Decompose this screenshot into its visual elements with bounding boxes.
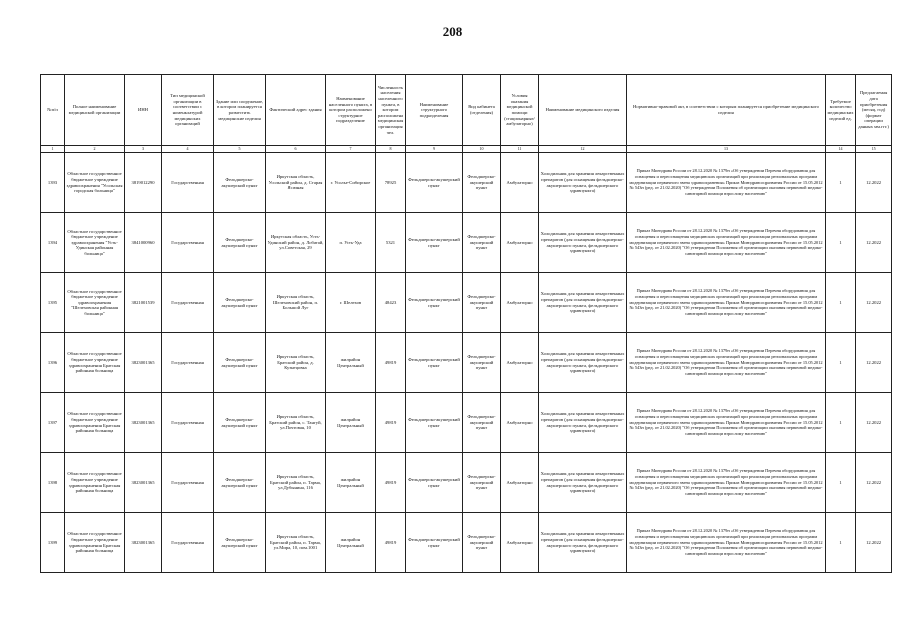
care-conditions: Амбулаторно (501, 273, 539, 333)
table-row (41, 153, 892, 213)
inn: 3819012290 (125, 153, 162, 213)
page-number: 208 (442, 24, 463, 39)
settlement: жилрайон Центральный (326, 513, 376, 573)
settlement: п. Усть-Уда (326, 213, 376, 273)
inn: 3823001365 (125, 453, 162, 513)
equipment-table (40, 74, 892, 573)
care-conditions: Амбулаторно (501, 153, 539, 213)
structural-unit: Фельдшерско-акушерский пункт (406, 333, 463, 393)
device-name: Холодильник для хранения лекарственных препаратов (для оснащения фельдшерско-акушерского пункта, фельдшерского здравпункта) (539, 453, 627, 513)
room-type: Фельдшерско-акушерский пункт (463, 333, 501, 393)
header-cell: Предлагаемая дата приобретения (месяц, год) (формат операции данных мм.ггг.) (856, 75, 892, 146)
column-number-row (41, 146, 892, 153)
header-cell: Наименование населенного пункта, в котором расположено структурное подразделение (326, 75, 376, 146)
purchase-date: 12.2022 (856, 213, 892, 273)
address: Иркутская область, Шелеховский район, п. Большой Луг (266, 273, 326, 333)
legal-act: Приказ Минздрава России от 28.12.2020 № 1379н «Об утверждении Перечня оборудования для оснащения и переоснащения медицинских организаций при реализации региональных программ модернизации первичного звена здравоохранения» Приказ Минздравсоцразвития России от 15.05.2012 № 543н (ред. от 21.02.2020) "Об утверждении Положения об организации оказания первичной медико-санитарной помощи взрослому населению" (627, 453, 826, 513)
building: Фельдшерско-акушерский пункт (214, 153, 266, 213)
quantity: 1 (826, 453, 856, 513)
population: 49819 (376, 333, 406, 393)
purchase-date: 12.2022 (856, 333, 892, 393)
address: Иркутская область, Усольский район, д. Старая Ясачная (266, 153, 326, 213)
header-cell: Вид кабинета (отделения) (463, 75, 501, 146)
settlement: жилрайон Центральный (326, 333, 376, 393)
quantity: 1 (826, 153, 856, 213)
column-number: 6 (266, 146, 326, 153)
address: Иркутская область, Братский район, с. Тангуй, ул.Почтовая, 10 (266, 393, 326, 453)
header-cell: Тип медицинской организации в соответствии с номенклатурой медицинских организаций (162, 75, 214, 146)
purchase-date: 12.2022 (856, 513, 892, 573)
purchase-date: 12.2022 (856, 273, 892, 333)
structural-unit: Фельдшерско-акушерский пункт (406, 213, 463, 273)
column-number: 12 (539, 146, 627, 153)
column-number: 14 (826, 146, 856, 153)
column-number: 3 (125, 146, 162, 153)
population: 49819 (376, 393, 406, 453)
column-number: 10 (463, 146, 501, 153)
structural-unit: Фельдшерско-акушерский пункт (406, 453, 463, 513)
structural-unit: Фельдшерско-акушерский пункт (406, 153, 463, 213)
inn: 3823001365 (125, 393, 162, 453)
organization-name: Областное государственное бюджетное учреждение здравоохранения "Шелеховская районная больница" (65, 273, 125, 333)
quantity: 1 (826, 393, 856, 453)
table-row (41, 273, 892, 333)
building: Фельдшерско-акушерский пункт (214, 213, 266, 273)
column-number: 15 (856, 146, 892, 153)
column-number: 7 (326, 146, 376, 153)
structural-unit: Фельдшерско-акушерский пункт (406, 273, 463, 333)
header-cell: Наименование структурного подразделения (406, 75, 463, 146)
column-number: 2 (65, 146, 125, 153)
population: 5321 (376, 213, 406, 273)
room-type: Фельдшерско-акушерский пункт (463, 213, 501, 273)
building: Фельдшерско-акушерский пункт (214, 453, 266, 513)
legal-act: Приказ Минздрава России от 28.12.2020 № 1379н «Об утверждении Перечня оборудования для оснащения и переоснащения медицинских организаций при реализации региональных программ модернизации первичного звена здравоохранения» Приказ Минздравсоцразвития России от 15.05.2012 № 543н (ред. от 21.02.2020) "Об утверждении Положения об организации оказания первичной медико-санитарной помощи взрослому населению" (627, 393, 826, 453)
address: Иркутская область, Братский район, д. Кузнецовка (266, 333, 326, 393)
header-cell: Требуемое количество медицинских изделий ед. (826, 75, 856, 146)
quantity: 1 (826, 213, 856, 273)
header-cell: Нормативно-правовой акт, в соответствии с которым планируется приобретение медицинского изделия (627, 75, 826, 146)
table-row (41, 453, 892, 513)
legal-act: Приказ Минздрава России от 28.12.2020 № 1379н «Об утверждении Перечня оборудования для оснащения и переоснащения медицинских организаций при реализации региональных программ модернизации первичного звена здравоохранения» Приказ Минздравсоцразвития России от 15.05.2012 № 543н (ред. от 21.02.2020) "Об утверждении Положения об организации оказания первичной медико-санитарной помощи взрослому населению" (627, 153, 826, 213)
device-name: Холодильник для хранения лекарственных препаратов (для оснащения фельдшерско-акушерского пункта, фельдшерского здравпункта) (539, 153, 627, 213)
column-number: 9 (406, 146, 463, 153)
room-type: Фельдшерско-акушерский пункт (463, 393, 501, 453)
inn: 3841000960 (125, 213, 162, 273)
table-row (41, 333, 892, 393)
structural-unit: Фельдшерско-акушерский пункт (406, 513, 463, 573)
row-number: 1395 (41, 273, 65, 333)
purchase-date: 12.2022 (856, 153, 892, 213)
organization-name: Областное государственное бюджетное учреждение здравоохранения "Усть-Удинская районная больница" (65, 213, 125, 273)
legal-act: Приказ Минздрава России от 28.12.2020 № 1379н «Об утверждении Перечня оборудования для оснащения и переоснащения медицинских организаций при реализации региональных программ модернизации первичного звена здравоохранения» Приказ Минздравсоцразвития России от 15.05.2012 № 543н (ред. от 21.02.2020) "Об утверждении Положения об организации оказания первичной медико-санитарной помощи взрослому населению" (627, 213, 826, 273)
table-row (41, 513, 892, 573)
room-type: Фельдшерско-акушерский пункт (463, 453, 501, 513)
building: Фельдшерско-акушерский пункт (214, 393, 266, 453)
table-body (41, 153, 892, 573)
care-conditions: Амбулаторно (501, 393, 539, 453)
table-row (41, 393, 892, 453)
column-number: 5 (214, 146, 266, 153)
inn: 3821001539 (125, 273, 162, 333)
row-number: 1397 (41, 393, 65, 453)
organization-name: Областное государственное бюджетное учреждение здравоохранения "Усольская городская больница" (65, 153, 125, 213)
population: 78925 (376, 153, 406, 213)
purchase-date: 12.2022 (856, 393, 892, 453)
settlement: г. Шелехов (326, 273, 376, 333)
organization-type: Государственная (162, 333, 214, 393)
care-conditions: Амбулаторно (501, 333, 539, 393)
population: 48423 (376, 273, 406, 333)
organization-type: Государственная (162, 453, 214, 513)
population: 49819 (376, 513, 406, 573)
row-number: 1394 (41, 213, 65, 273)
device-name: Холодильник для хранения лекарственных препаратов (для оснащения фельдшерско-акушерского пункта, фельдшерского здравпункта) (539, 333, 627, 393)
organization-name: Областное государственное бюджетное учреждение здравоохранения Братская районная больница (65, 393, 125, 453)
address: Иркутская область, Братский район, п. Тарма, ул.Дубынина, 116 (266, 453, 326, 513)
building: Фельдшерско-акушерский пункт (214, 273, 266, 333)
device-name: Холодильник для хранения лекарственных препаратов (для оснащения фельдшерско-акушерского пункта, фельдшерского здравпункта) (539, 513, 627, 573)
quantity: 1 (826, 333, 856, 393)
building: Фельдшерско-акушерский пункт (214, 333, 266, 393)
header-cell: Полное наименование медицинской организации (65, 75, 125, 146)
care-conditions: Амбулаторно (501, 213, 539, 273)
header-row (41, 75, 892, 146)
header-cell: №п/п (41, 75, 65, 146)
column-number: 8 (376, 146, 406, 153)
organization-type: Государственная (162, 513, 214, 573)
row-number: 1393 (41, 153, 65, 213)
building: Фельдшерско-акушерский пункт (214, 513, 266, 573)
organization-type: Государственная (162, 213, 214, 273)
legal-act: Приказ Минздрава России от 28.12.2020 № 1379н «Об утверждении Перечня оборудования для оснащения и переоснащения медицинских организаций при реализации региональных программ модернизации первичного звена здравоохранения» Приказ Минздравсоцразвития России от 15.05.2012 № 543н (ред. от 21.02.2020) "Об утверждении Положения об организации оказания первичной медико-санитарной помощи взрослому населению" (627, 513, 826, 573)
device-name: Холодильник для хранения лекарственных препаратов (для оснащения фельдшерско-акушерского пункта, фельдшерского здравпункта) (539, 393, 627, 453)
room-type: Фельдшерско-акушерский пункт (463, 153, 501, 213)
row-number: 1398 (41, 453, 65, 513)
device-name: Холодильник для хранения лекарственных препаратов (для оснащения фельдшерско-акушерского пункта, фельдшерского здравпункта) (539, 213, 627, 273)
row-number: 1399 (41, 513, 65, 573)
organization-type: Государственная (162, 273, 214, 333)
column-number: 11 (501, 146, 539, 153)
quantity: 1 (826, 513, 856, 573)
header-cell: Численность населения населенного пункта, в котором расположена медицинская организация чел. (376, 75, 406, 146)
legal-act: Приказ Минздрава России от 28.12.2020 № 1379н «Об утверждении Перечня оборудования для оснащения и переоснащения медицинских организаций при реализации региональных программ модернизации первичного звена здравоохранения» Приказ Минздравсоцразвития России от 15.05.2012 № 543н (ред. от 21.02.2020) "Об утверждении Положения об организации оказания первичной медико-санитарной помощи взрослому населению" (627, 273, 826, 333)
table-row (41, 213, 892, 273)
column-number: 1 (41, 146, 65, 153)
header-cell: Фактический адрес здания (266, 75, 326, 146)
settlement: жилрайон Центральный (326, 453, 376, 513)
care-conditions: Амбулаторно (501, 453, 539, 513)
inn: 3823001365 (125, 333, 162, 393)
device-name: Холодильник для хранения лекарственных препаратов (для оснащения фельдшерско-акушерского пункта, фельдшерского здравпункта) (539, 273, 627, 333)
settlement: г. Усолье-Сибирское (326, 153, 376, 213)
room-type: Фельдшерско-акушерский пункт (463, 513, 501, 573)
settlement: жилрайон Центральный (326, 393, 376, 453)
organization-type: Государственная (162, 153, 214, 213)
header-cell: ИНН (125, 75, 162, 146)
header-cell: Условия оказания медицинской помощи (стационарные/ амбулаторно) (501, 75, 539, 146)
header-cell: Здание или сооружение, в котором планируется разместить медицинские изделия (214, 75, 266, 146)
column-number: 13 (627, 146, 826, 153)
organization-name: Областное государственное бюджетное учреждение здравоохранения Братская районная больница (65, 513, 125, 573)
structural-unit: Фельдшерско-акушерский пункт (406, 393, 463, 453)
organization-name: Областное государственное бюджетное учреждение здравоохранения Братская районная больница (65, 453, 125, 513)
organization-type: Государственная (162, 393, 214, 453)
organization-name: Областное государственное бюджетное учреждение здравоохранения Братская районная больница (65, 333, 125, 393)
purchase-date: 12.2022 (856, 453, 892, 513)
population: 49819 (376, 453, 406, 513)
column-number: 4 (162, 146, 214, 153)
inn: 3823001365 (125, 513, 162, 573)
address: Иркутская область, Усть-Удинский район, д. Лобатай, ул.Советская, 29 (266, 213, 326, 273)
quantity: 1 (826, 273, 856, 333)
care-conditions: Амбулаторно (501, 513, 539, 573)
row-number: 1396 (41, 333, 65, 393)
header-cell: Наименование медицинского изделия (539, 75, 627, 146)
legal-act: Приказ Минздрава России от 28.12.2020 № 1379н «Об утверждении Перечня оборудования для оснащения и переоснащения медицинских организаций при реализации региональных программ модернизации первичного звена здравоохранения» Приказ Минздравсоцразвития России от 15.05.2012 № 543н (ред. от 21.02.2020) "Об утверждении Положения об организации оказания первичной медико-санитарной помощи взрослому населению" (627, 333, 826, 393)
address: Иркутская область, Братский район, п. Тарма, ул.Мира, 10, пом.1001 (266, 513, 326, 573)
room-type: Фельдшерско-акушерский пункт (463, 273, 501, 333)
